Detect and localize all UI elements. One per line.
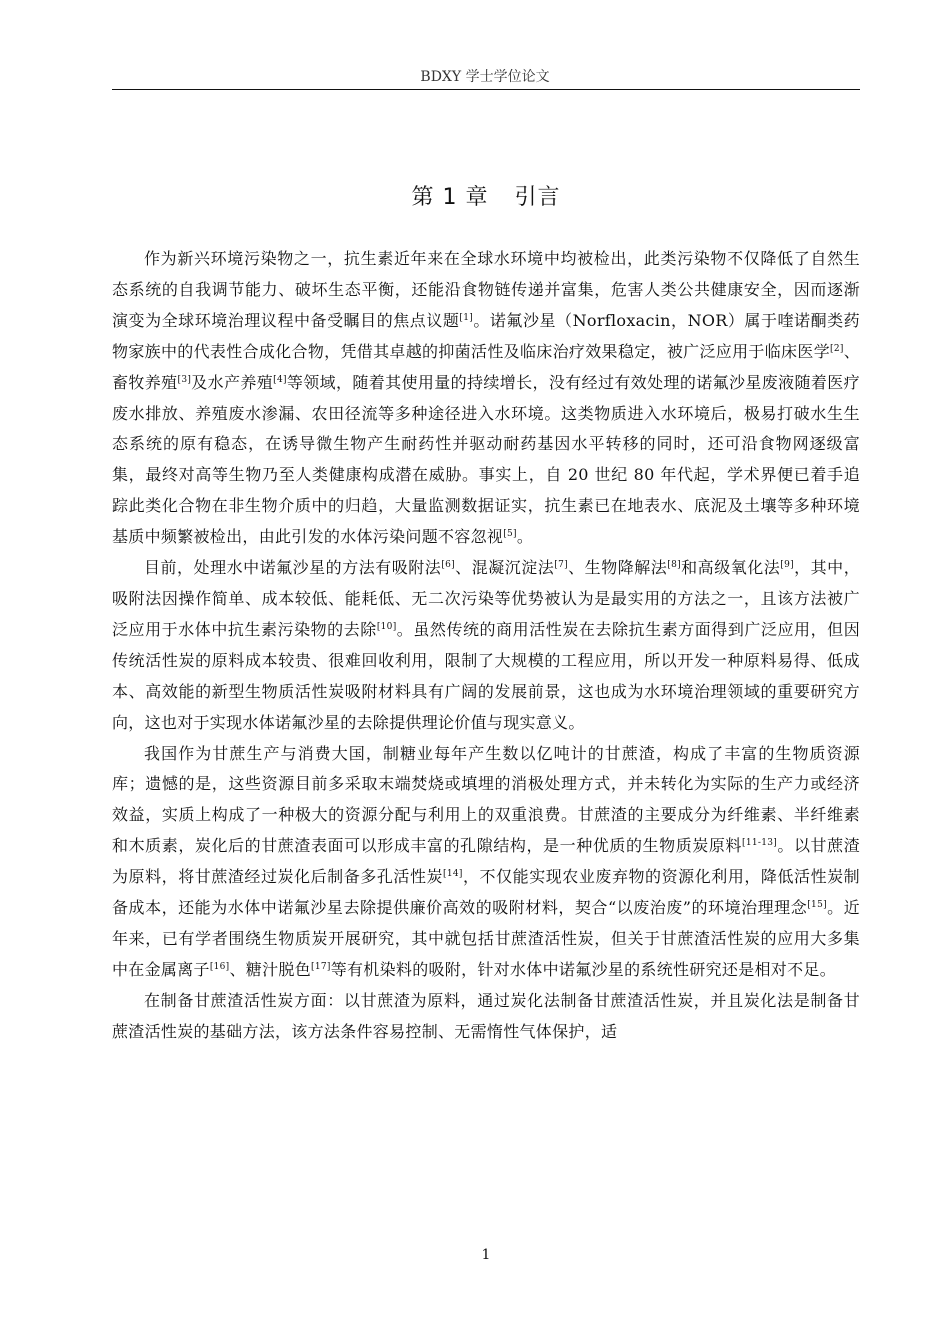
paragraph-text: ，其中，吸附法因操作简单、成本较低、能耗低、无二次污染等优势被认为是最实用的方法之一，且该方法被广泛应用于水体中抗生素污染物的去除	[112, 558, 860, 639]
citation-ref: [2]	[830, 343, 844, 354]
paragraph-text: 在制备甘蔗渣活性炭方面：以甘蔗渣为原料，通过炭化法制备甘蔗渣活性炭，并且炭化法是制备甘蔗渣活性炭的基础方法，该方法条件容易控制、无需惰性气体保护，适	[112, 990, 860, 1041]
paragraph-text: 、混凝沉淀法	[454, 558, 555, 578]
paragraph-text: 及水产养殖	[191, 372, 274, 392]
chapter-name: 引言	[514, 185, 561, 210]
chapter-number: 第 1 章	[411, 185, 489, 210]
paragraph-text: ，不仅能实现农业废弃物的资源化利用，降低活性炭制备成本，还能为水体中诺氟沙星去除提供廉价高效的吸附材料，契合“以废治废”的环境治理理念	[112, 867, 860, 918]
paragraph-text: 目前，处理水中诺氟沙星的方法有吸附法	[144, 558, 442, 578]
citation-ref: [16]	[209, 961, 230, 972]
paragraph-text: 。近年来，已有学者围绕生物质炭开展研究，其中就包括甘蔗渣活性炭，但关于甘蔗渣活性炭的应用大多集中在金属离子	[112, 898, 860, 979]
chapter-title	[112, 180, 860, 211]
citation-ref: [11-13]	[742, 838, 778, 849]
header-rule	[112, 89, 860, 90]
citation-ref: [1]	[459, 312, 474, 323]
paragraph-text: 等有机染料的吸附，针对水体中诺氟沙星的系统性研究还是相对不足。	[330, 959, 837, 979]
citation-ref: [6]	[441, 560, 455, 571]
paragraph-text: 。虽然传统的商用活性炭在去除抗生素方面得到广泛应用，但因传统活性炭的原料成本较贵、很难回收利用，限制了大规模的工程应用，所以开发一种原料易得、低成本、高效能的新型生物质活性炭吸附材料具有广阔的发展前景，这也成为水环境治理领域的重要研究方向，这也对于实现水体诺氟沙星的去除提供理论价值与现实意义。	[112, 619, 860, 732]
body-text	[112, 244, 860, 1048]
citation-ref: [10]	[376, 621, 397, 632]
paragraph-text: 我国作为甘蔗生产与消费大国，制糖业每年产生数以亿吨计的甘蔗渣，构成了丰富的生物质资源库；遗憾的是，这些资源目前多采取末端焚烧或填埋的消极处理方式，并未转化为实际的生产力或经济效益，实质上构成了一种极大的资源分配与利用上的双重浪费。甘蔗渣的主要成分为纤维素、半纤维素和木质素，炭化后的甘蔗渣表面可以形成丰富的孔隙结构，是一种优质的生物质炭原料	[112, 743, 860, 856]
paragraph-text: 、生物降解法	[567, 558, 668, 578]
paragraph-text: 。诺氟沙星（Norfloxacin，NOR）属于喹诺酮类药物家族中的代表性合成化合物，凭借其卓越的抑菌活性及临床治疗效果稳定，被广泛应用于临床医学	[112, 310, 860, 361]
paragraph-text: 作为新兴环境污染物之一，抗生素近年来在全球水环境中均被检出，此类污染物不仅降低了自然生态系统的自我调节能力、破坏生态平衡，还能沿食物链传递并富集，危害人类公共健康安全，因而逐渐演变为全球环境治理议程中备受瞩目的焦点议题	[112, 249, 860, 330]
citation-ref: [9]	[780, 560, 794, 571]
paragraph	[112, 986, 860, 1048]
running-header: BDXY 学士学位论文	[420, 69, 550, 85]
paragraph-text: 。以甘蔗渣为原料，将甘蔗渣经过炭化后制备多孔活性炭	[112, 836, 860, 887]
citation-ref: [14]	[443, 869, 463, 880]
paragraph-text: 。	[516, 527, 534, 547]
paragraph	[112, 244, 860, 553]
page-number: 1	[481, 1247, 491, 1263]
paragraph	[112, 553, 860, 738]
paragraph-text: 和高级氧化法	[680, 558, 781, 578]
paragraph-text: 、畜牧养殖	[112, 341, 860, 392]
citation-ref: [7]	[554, 560, 568, 571]
paragraph-text: 、糖汁脱色	[229, 959, 312, 979]
paragraph	[112, 739, 860, 986]
citation-ref: [17]	[311, 961, 331, 972]
citation-ref: [15]	[807, 900, 827, 911]
citation-ref: [3]	[177, 374, 192, 385]
paragraph-text: 等领域，随着其使用量的持续增长，没有经过有效处理的诺氟沙星废液随着医疗废水排放、养殖废水渗漏、农田径流等多种途径进入水环境。这类物质进入水环境后，极易打破水生生态系统的原有稳态，在诱导微生物产生耐药性并驱动耐药基因水平转移的同时，还可沿食物网逐级富集，最终对高等生物乃至人类健康构成潜在威胁。事实上，自 20 世纪 80 年代起，学术界便已着手追踪此类化合物在非生物介质中的归趋，大量监测数据证实，抗生素已在地表水、底泥及土壤等多种环境基质中频繁被检出，由此引发的水体污染问题不容忽视	[112, 372, 860, 547]
citation-ref: [5]	[503, 529, 517, 540]
citation-ref: [4]	[273, 374, 287, 385]
citation-ref: [8]	[667, 560, 681, 571]
